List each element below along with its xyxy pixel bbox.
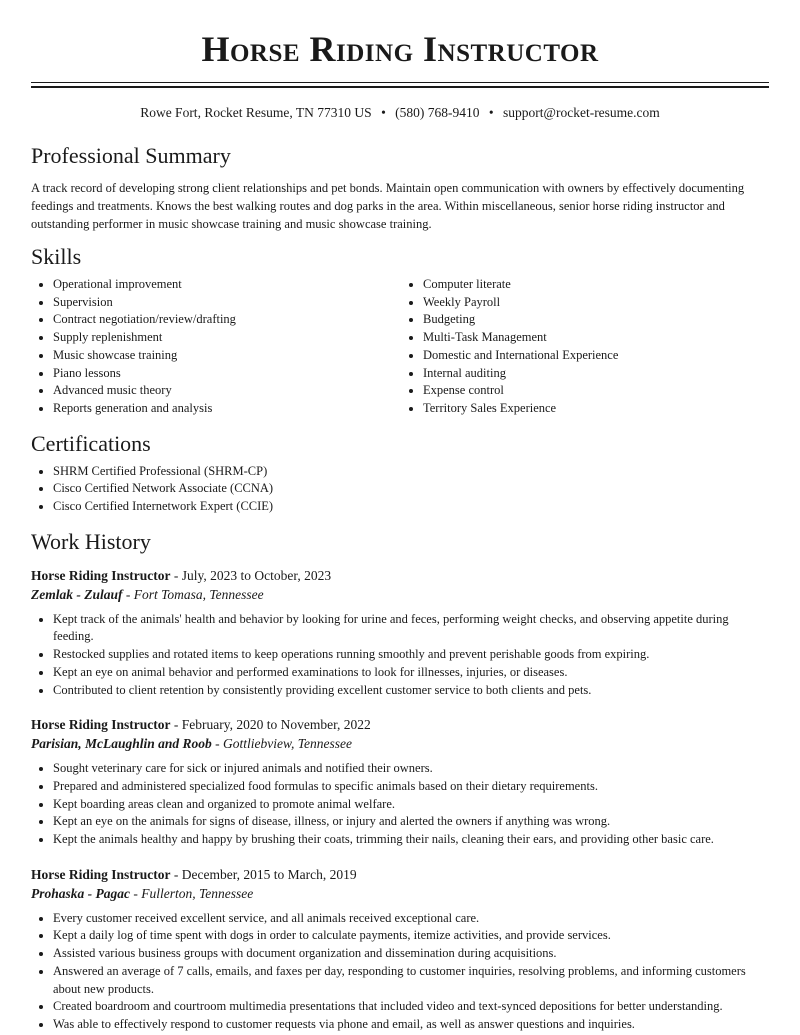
certifications-section <box>31 430 771 516</box>
job-bullet: • Kept boarding areas clean and organized to promote animal welfare. <box>53 796 771 814</box>
job-company-line: Prohaska - Pagac - Fullerton, Tennessee <box>31 885 254 901</box>
skill-item: • Reports generation and analysis <box>53 400 401 418</box>
contact-email: support@rocket-resume.com <box>503 105 660 120</box>
job-entry <box>31 715 771 849</box>
skills-list-left <box>31 276 401 418</box>
skill-item: • Contract negotiation/review/drafting <box>53 311 401 329</box>
certification-item: • Cisco Certified Internetwork Expert (CCIE) <box>53 498 771 516</box>
job-bullet: • Kept the animals healthy and happy by brushing their coats, trimming their nails, cleaning their ears, and providing other basic care. <box>53 831 771 849</box>
job-location: Fort Tomasa, Tennessee <box>133 586 264 602</box>
skills-heading: Skills <box>31 244 82 269</box>
resume-name: Horse Riding Instructor <box>201 29 599 69</box>
job-bullet: • Created boardroom and courtroom multimedia presentations that included video and text-synced depositions for better understanding. <box>53 998 771 1016</box>
job-company: Zemlak - Zulauf <box>31 586 123 602</box>
skill-item: • Advanced music theory <box>53 382 401 400</box>
work-history-section <box>31 528 771 1034</box>
job-bullet: • Contributed to client retention by consistently providing excellent customer service to both clients and pets. <box>53 682 771 700</box>
job-bullet: • Kept an eye on animal behavior and performed examinations to look for illnesses, injuries, or diseases. <box>53 664 771 682</box>
summary-heading: Professional Summary <box>31 143 231 168</box>
contact-phone: (580) 768-9410 <box>395 105 480 120</box>
skill-item: • Supervision <box>53 294 401 312</box>
job-bullet: • Every customer received excellent service, and all animals received exceptional care. <box>53 910 771 928</box>
job-bullets <box>31 760 771 849</box>
certification-item: • SHRM Certified Professional (SHRM-CP) <box>53 463 771 481</box>
header-rule-top <box>31 82 769 83</box>
contact-address: Rowe Fort, Rocket Resume, TN 77310 US <box>140 105 372 120</box>
skill-item: • Supply replenishment <box>53 329 401 347</box>
job-title: Horse Riding Instructor <box>31 717 171 733</box>
job-bullet: • Was able to effectively respond to customer requests via phone and email, as well as answer questions and inquiries. <box>53 1016 771 1034</box>
job-bullet: • Kept track of the animals' health and behavior by looking for urine and feces, performing weight checks, and observing appetite during feeding. <box>53 611 771 646</box>
certifications-heading: Certifications <box>31 430 151 456</box>
skill-item: • Territory Sales Experience <box>423 400 771 418</box>
job-title: Horse Riding Instructor <box>31 567 171 583</box>
job-bullet: • Assisted various business groups with document organization and dissemination during acquisitions. <box>53 945 771 963</box>
job-company-line: Zemlak - Zulauf - Fort Tomasa, Tennessee <box>31 586 264 602</box>
work-history-heading: Work History <box>31 528 151 554</box>
job-location: Gottliebview, Tennessee <box>223 736 353 752</box>
job-entry <box>31 865 771 1034</box>
job-company: Parisian, McLaughlin and Roob <box>31 736 212 752</box>
contact-line <box>0 104 800 122</box>
job-bullet: • Prepared and administered specialized food formulas to specific animals based on their dietary requirements. <box>53 778 771 796</box>
job-location: Fullerton, Tennessee <box>141 885 254 901</box>
skill-item: • Domestic and International Experience <box>423 347 771 365</box>
skill-item: • Multi-Task Management <box>423 329 771 347</box>
job-bullet: • Kept an eye on the animals for signs of disease, illness, or injury and alerted the owners if anything was wrong. <box>53 813 771 831</box>
job-dates: December, 2015 to March, 2019 <box>181 866 357 882</box>
skill-item: • Computer literate <box>423 276 771 294</box>
certifications-list <box>31 463 771 516</box>
skills-columns <box>31 276 771 418</box>
job-bullet: • Answered an average of 7 calls, emails, and faxes per day, responding to customer inquiries, resolving problems, and informing customers about new products. <box>53 963 771 998</box>
job-bullet: • Restocked supplies and rotated items to keep operations running smoothly and prevent perishable goods from expiring. <box>53 646 771 664</box>
job-bullets <box>31 910 771 1034</box>
job-title-line: Horse Riding Instructor - December, 2015 to March, 2019 <box>31 866 357 882</box>
summary-text: A track record of developing strong client relationships and pet bonds. Maintain open communication with owners by effectively documenting feedings and treatments. Knows the best walking routes and dog parks in the area. Within miscellaneous, senior horse riding instructor and outstanding performer in music showcase training and music showcase training. <box>31 181 745 231</box>
resume-content <box>31 142 771 1034</box>
job-title: Horse Riding Instructor <box>31 866 171 882</box>
job-company: Prohaska - Pagac <box>31 885 130 901</box>
job-dates: February, 2020 to November, 2022 <box>181 717 371 733</box>
job-entry <box>31 566 771 700</box>
skill-item: • Internal auditing <box>423 365 771 383</box>
job-dates: July, 2023 to October, 2023 <box>181 567 332 583</box>
job-company-line: Parisian, McLaughlin and Roob - Gottliebview, Tennessee <box>31 736 353 752</box>
contact-separator: • <box>381 105 386 120</box>
job-title-line: Horse Riding Instructor - July, 2023 to October, 2023 <box>31 567 332 583</box>
skill-item: • Operational improvement <box>53 276 401 294</box>
summary-section <box>31 142 771 233</box>
skill-item: • Expense control <box>423 382 771 400</box>
job-bullets <box>31 611 771 700</box>
job-bullet: • Sought veterinary care for sick or injured animals and notified their owners. <box>53 760 771 778</box>
skills-section <box>31 243 771 418</box>
skill-item: • Weekly Payroll <box>423 294 771 312</box>
contact-separator: • <box>488 105 494 120</box>
skill-item: • Piano lessons <box>53 365 401 383</box>
skill-item: • Budgeting <box>423 311 771 329</box>
skill-item: • Music showcase training <box>53 347 401 365</box>
job-title-line: Horse Riding Instructor - February, 2020 to November, 2022 <box>31 717 371 733</box>
certification-item: • Cisco Certified Network Associate (CCNA) <box>53 480 771 498</box>
job-bullet: • Kept a daily log of time spent with dogs in order to calculate payments, itemize activities, and provide services. <box>53 927 771 945</box>
header-rule-bottom <box>31 86 769 88</box>
skills-list-right <box>401 276 771 418</box>
